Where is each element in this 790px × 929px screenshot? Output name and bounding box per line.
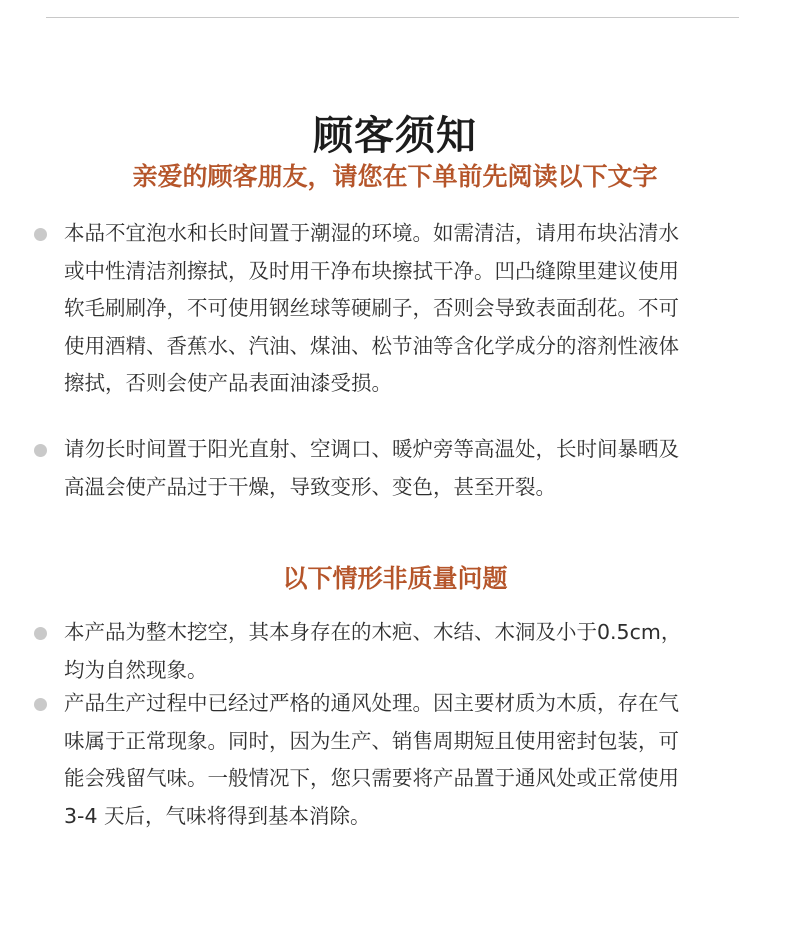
non-quality-item xyxy=(34,685,744,835)
intro-subtitle: 亲爱的顾客朋友，请您在下单前先阅读以下文字 xyxy=(132,162,658,191)
non-quality-text: 本产品为整木挖空，其本身存在的木疤、木结、木洞及小于0.5cm， 均为自然现象。 xyxy=(64,620,682,682)
bullet-dot-icon xyxy=(34,698,47,711)
care-notice-text: 本品不宜泡水和长时间置于潮湿的环境。如需清洁，请用布块沾清水 或中性清洁剂擦拭，及时用干净布块擦拭干净。凹凸缝隙里建议使用 软毛刷刷净，不可使用钢丝球等硬刷子，否则会导致表面刮花。不可 使用酒精、香蕉水、汽油、煤油、松节油等含化学成分的溶剂性液体 擦拭，否则会使产品表面油漆受损。 xyxy=(64,221,679,395)
bullet-dot-icon xyxy=(34,228,47,241)
bullet-dot-icon xyxy=(34,627,47,640)
non-quality-item xyxy=(34,614,744,689)
page-title: 顾客须知 xyxy=(313,112,477,159)
non-quality-issues-subtitle: 以下情形非质量问题 xyxy=(282,564,508,593)
care-notice-text: 请勿长时间置于阳光直射、空调口、暖炉旁等高温处，长时间暴晒及 高温会使产品过于干燥，导致变形、变色，甚至开裂。 xyxy=(64,437,679,499)
bullet-dot-icon xyxy=(34,444,47,457)
care-notice-item xyxy=(34,215,744,403)
care-notice-item xyxy=(34,431,744,506)
non-quality-text: 产品生产过程中已经过严格的通风处理。因主要材质为木质，存在气 味属于正常现象。同时，因为生产、销售周期短且使用密封包装，可 能会残留气味。一般情况下，您只需要将产品置于通风处或正常使用 3-4 天后，气味将得到基本消除。 xyxy=(64,691,679,828)
top-divider xyxy=(46,17,739,18)
